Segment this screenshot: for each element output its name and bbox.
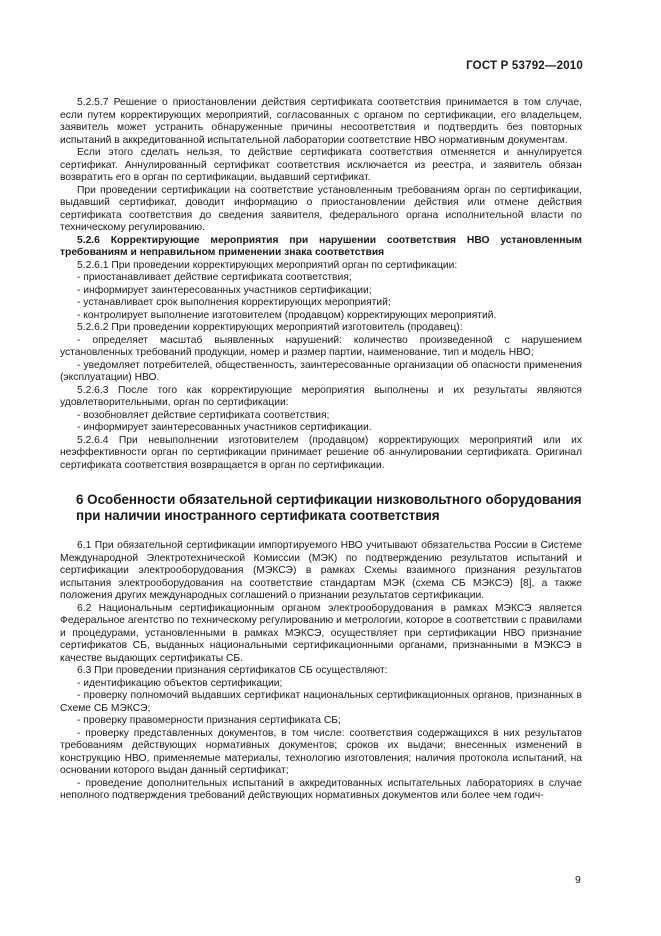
paragraph: 5.2.6.4 При невыполнении изготовителем (продавцом) корректирующих мероприятий или их неэффективности орган по сертификации принимает решение об аннулировании сертификата. Оригинал сертификата соответствия возвращается в орган по сертификации. xyxy=(60,434,582,471)
paragraph: Если этого сделать нельзя, то действие сертификата соответствия отменяется и аннулируется сертификат. Аннулированный сертификат соответствия исключается из реестра, и заявитель обязан возвратить его в орган по сертификации, выдавший сертификат. xyxy=(60,147,582,183)
list-item: - информирует заинтересованных участников сертификации. xyxy=(77,422,372,433)
list-item: - контролирует выполнение изготовителем (продавцом) корректирующих мероприятий. xyxy=(77,309,497,321)
paragraph: При проведении сертификации на соответствие установленным требованиям орган по сертификации, выдавший сертификат, доводит информацию о приостановлении действия или отмене действия сертификата соответствия до сведения заявителя, федерального органа исполнительной власти по техническому регулированию. xyxy=(60,184,582,233)
list-item: - информирует заинтересованных участников сертификации; xyxy=(77,284,372,296)
list-item: - устанавливает срок выполнения корректирующих мероприятий; xyxy=(77,297,391,308)
list-item: - идентификацию объектов сертификации; xyxy=(77,677,283,689)
subsection-heading: 5.2.6 Корректирующие мероприятия при нарушении соответствия НВО установленным требованиям и неправильном применении знака соответствия xyxy=(60,234,582,258)
paragraph: 5.2.6.2 При проведении корректирующих мероприятий изготовитель (продавец): xyxy=(77,322,463,333)
paragraph: 6.1 При обязательной сертификации импортируемого НВО учитывают обязательства России в Системе Международной Электротехнической Комиссии (МЭК) по подтверждению результатов испытаний и сертификации электрооборудования (МЭКСЭ) в рамках Схемы взаимного признания результатов испытания электрооборудования на соответствие стандартам МЭК (схема СБ МЭКСЭ) [8], а также положения других международных соглашений о признании результатов сертификации. xyxy=(60,540,582,601)
list-item: - проведение дополнительных испытаний в аккредитованных испытательных лабораториях в случае неполного подтверждения требований действующих нормативных документов или более чем годич- xyxy=(60,777,582,801)
paragraph: 6.3 При проведении признания сертификатов СБ осуществляют: xyxy=(77,665,388,676)
list-item: - проверку правомерности признания сертификата СБ; xyxy=(77,715,341,726)
page-number: 9 xyxy=(575,874,581,886)
list-item: - возобновляет действие сертификата соответствия; xyxy=(77,409,330,421)
document-header: ГОСТ Р 53792—2010 xyxy=(466,60,583,72)
paragraph: 5.2.6.1 При проведении корректирующих мероприятий орган по сертификации: xyxy=(77,259,458,271)
paragraph: 6.2 Национальным сертификационным органом электрооборудования в рамках МЭКСЭ является Федеральное агентство по техническому регулированию и метрологии, которое в соответствии с правилами и процедурами, установленными в рамках МЭКСЭ, осуществляет при сертификации НВО признание сертификатов СБ, выданных национальными сертификационными органами, признанными в МЭКСЭ в качестве выдающих сертификаты СБ. xyxy=(60,602,582,664)
list-item: - уведомляет потребителей, общественность, заинтересованные организации об опасности применения (эксплуатации) НВО. xyxy=(60,359,582,383)
paragraph: 5.2.5.7 Решение о приостановлении действия сертификата соответствия принимается в том случае, если путем корректирующих мероприятий, согласованных с органом по сертификации, его владельцем, заявитель может устранить обнаруженные причины несоответствия и подтвердить без повторных испытаний в аккредитованной испытательной лаборатории соответствие НВО нормативным документам. xyxy=(60,97,582,146)
list-item: - определяет масштаб выявленных нарушений: количество произведенной с нарушением установленных требований продукции, номер и размер партии, наименование, тип и модель НВО; xyxy=(60,334,582,358)
paragraph: 5.2.6.3 После того как корректирующие мероприятия выполнены и их результаты являются удовлетворительными, орган по сертификации: xyxy=(60,384,582,408)
document-body xyxy=(60,97,582,803)
list-item: - приостанавливает действие сертификата соответствия; xyxy=(77,272,352,283)
list-item: - проверку представленных документов, в том числе: соответствия содержащихся в них результатов требованиям действующих нормативных документов; сроков их выдачи; внесенных изменений в конструкцию НВО, применяемые материалы, технологию изготовления; наличия протокола испытаний, на основании которого выдан данный сертификат; xyxy=(60,727,582,776)
list-item: - проверку полномочий выдавших сертификат национальных сертификационных органов, признанных в Схеме СБ МЭКСЭ; xyxy=(60,690,582,714)
section-title: 6 Особенности обязательной сертификации низковольтного оборудования при наличии иностранного сертификата соответствия xyxy=(76,492,582,523)
